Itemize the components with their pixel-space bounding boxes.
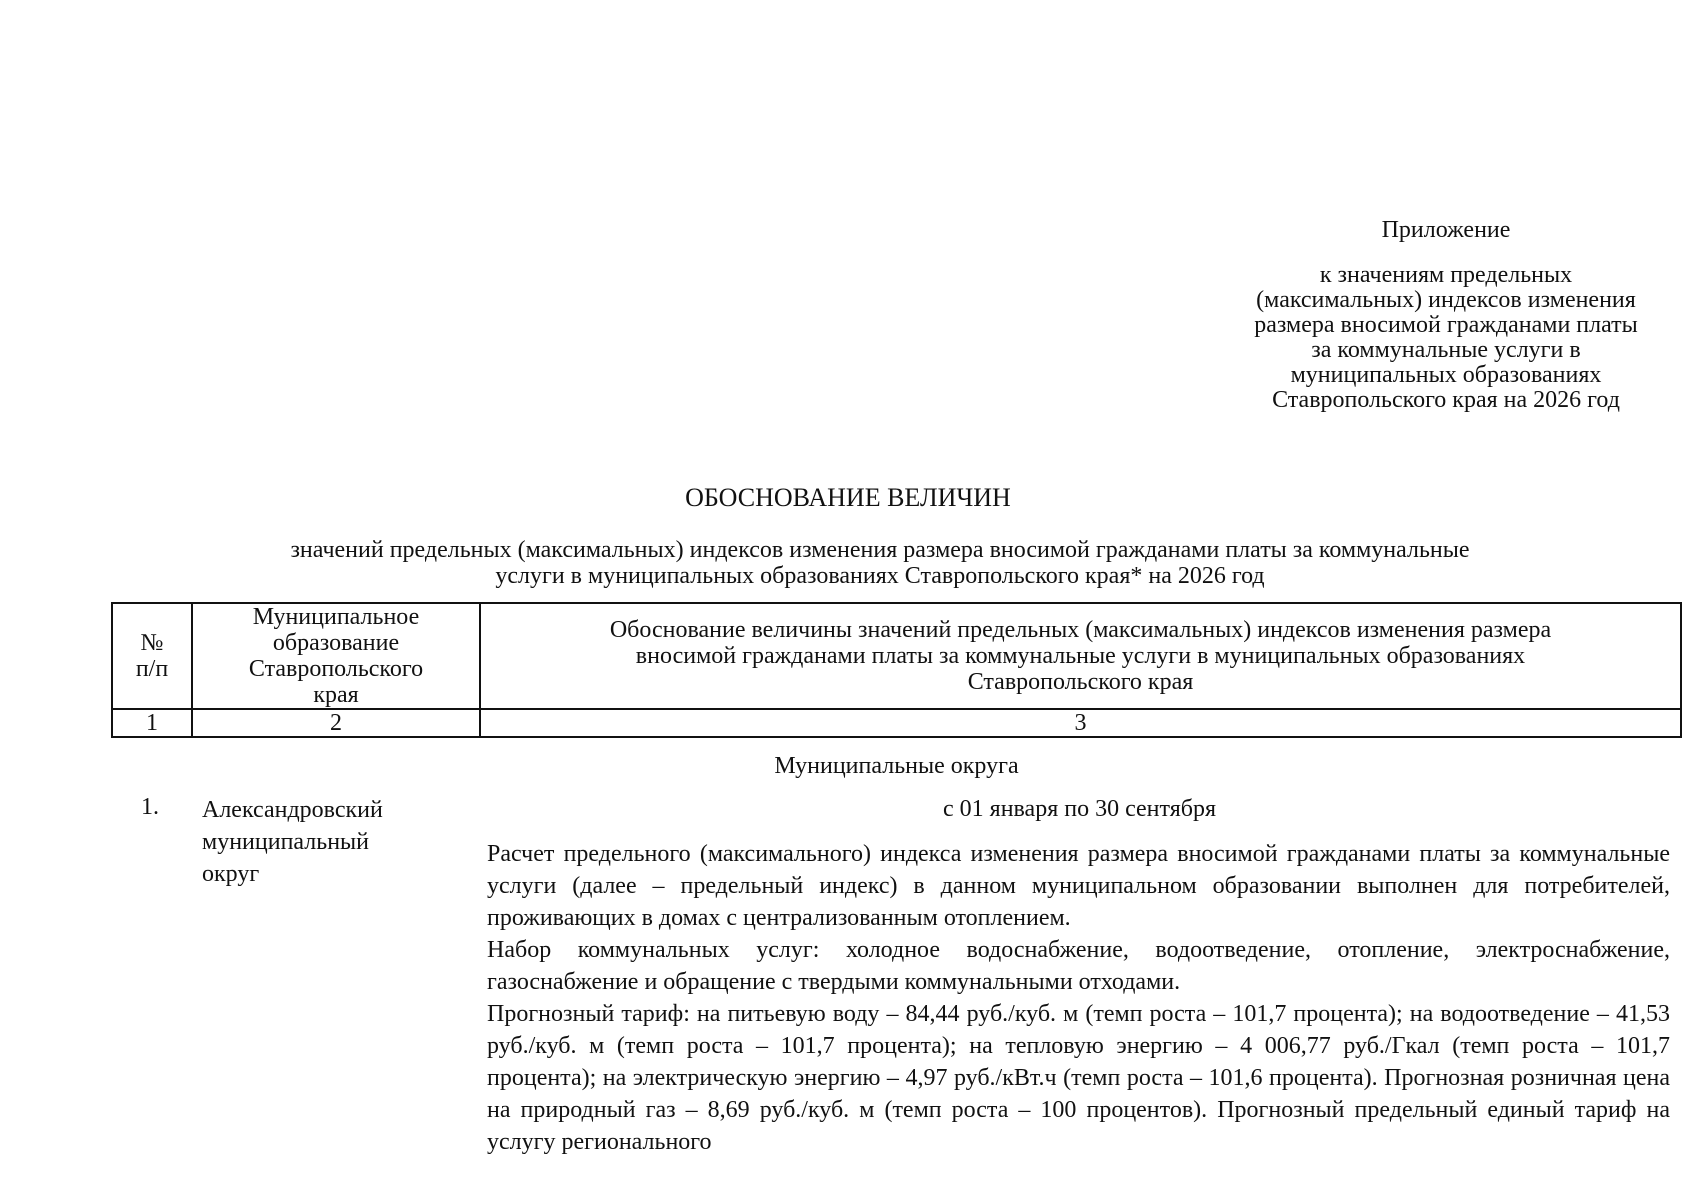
entry-number: 1. xyxy=(141,794,159,820)
appendix-line: Ставропольского края на 2026 год xyxy=(1272,387,1620,413)
entry-period: с 01 января по 30 сентября xyxy=(943,796,1216,822)
header-cell-municipality xyxy=(192,603,480,709)
header-table xyxy=(111,602,1682,738)
body-paragraph: Расчет предельного (максимального) индекса изменения размера вносимой гражданами платы за коммунальные услуги (далее – предельный индекс) в данном муниципальном образовании выполнен для потребителей, проживающих в домах с централизованным отоплением. xyxy=(487,841,1670,931)
header-cell-justification xyxy=(480,603,1681,709)
appendix-header xyxy=(1206,218,1686,413)
header-text: № xyxy=(140,630,164,656)
header-text: Ставропольского xyxy=(248,656,424,682)
header-row xyxy=(112,603,1681,709)
document-subtitle xyxy=(170,537,1590,589)
header-text: образование xyxy=(272,630,400,656)
numbering-cell: 2 xyxy=(192,709,480,737)
header-text: Ставропольского края xyxy=(967,669,1194,695)
appendix-line: размера вносимой гражданами платы xyxy=(1254,312,1638,338)
appendix-line: за коммунальные услуги в xyxy=(1311,337,1581,363)
subtitle-line: значений предельных (максимальных) индексов изменения размера вносимой гражданами платы за коммунальные xyxy=(290,537,1470,563)
entry-body xyxy=(487,838,1670,1158)
numbering-row xyxy=(112,709,1681,737)
header-cell-number xyxy=(112,603,192,709)
header-text: края xyxy=(313,682,359,708)
appendix-line: к значениям предельных xyxy=(1319,262,1573,288)
header-text: вносимой гражданами платы за коммунальные услуги в муниципальных образованиях xyxy=(635,643,1526,669)
entry-municipality xyxy=(202,794,442,890)
subtitle-line: услуги в муниципальных образованиях Ставропольского края* на 2026 год xyxy=(495,563,1265,589)
appendix-line: (максимальных) индексов изменения xyxy=(1256,287,1636,313)
section-heading: Муниципальные округа xyxy=(774,753,1019,779)
appendix-title: Приложение xyxy=(1381,217,1511,243)
numbering-cell: 3 xyxy=(480,709,1681,737)
municipality-line: Александровский xyxy=(202,797,383,823)
header-text: Обоснование величины значений предельных (максимальных) индексов изменения размера xyxy=(609,617,1552,643)
municipality-line: муниципальный xyxy=(202,829,370,855)
body-paragraph: Прогнозный тариф: на питьевую воду – 84,44 руб./куб. м (темп роста – 101,7 процента); на водоотведение – 41,53 руб./куб. м (темп роста – 101,7 процента); на тепловую энергию – 4 006,77 руб./Гкал (темп роста – 101,7 процента); на электрическую энергию – 4,97 руб./кВт.ч (темп роста – 101,6 процента). Прогнозная розничная цена на природный газ – 8,69 руб./куб. м (темп роста – 100 процентов). Прогнозный предельный единый тариф на услугу регионального xyxy=(487,1001,1670,1155)
municipality-line: округ xyxy=(202,861,260,887)
numbering-cell: 1 xyxy=(112,709,192,737)
header-text: п/п xyxy=(135,656,169,682)
document-title: ОБОСНОВАНИЕ ВЕЛИЧИН xyxy=(685,483,1011,512)
appendix-line: муниципальных образованиях xyxy=(1290,362,1602,388)
body-paragraph: Набор коммунальных услуг: холодное водоснабжение, водоотведение, отопление, электроснабжение, газоснабжение и обращение с твердыми коммунальными отходами. xyxy=(487,937,1670,995)
header-text: Муниципальное xyxy=(252,604,420,630)
